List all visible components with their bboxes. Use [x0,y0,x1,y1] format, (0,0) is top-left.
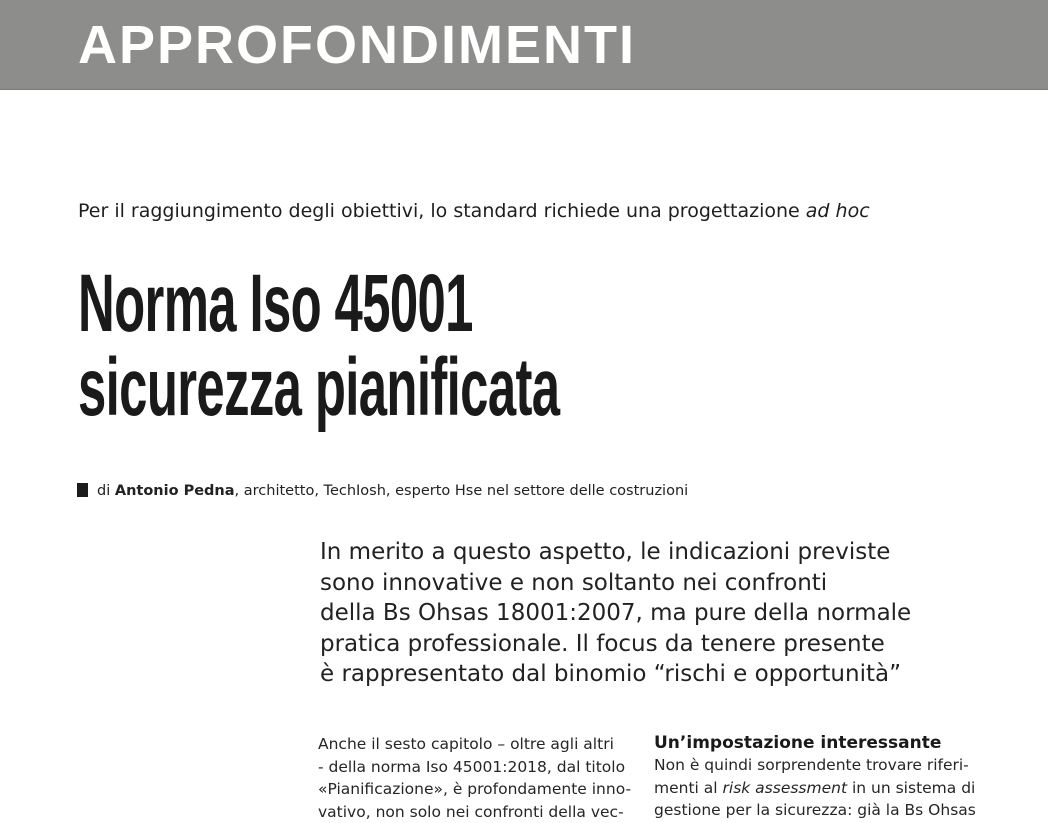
body-line: Non è quindi sorprendente trovare riferi- [654,754,972,777]
section-banner [0,0,1048,90]
byline-author: Antonio Pedna [115,483,235,499]
byline-prefix: di [97,483,115,499]
body-text: in un sistema di [847,779,975,797]
lead-line: sono innovative e non soltanto nei confronti [320,568,960,599]
body-italic: risk assessment [723,779,848,797]
body-line: Anche il sesto capitolo – oltre agli altri [318,733,636,756]
body-line: gestione per la sicurezza: già la Bs Ohsas [654,799,972,822]
article-headline [78,262,559,430]
body-text: menti al [654,779,723,797]
kicker-text: Per il raggiungimento degli obiettivi, lo standard richiede una progettazione [78,200,806,222]
headline-line-1: Norma Iso 45001 [78,262,559,346]
section-title: APPROFONDIMENTI [78,18,636,72]
headline-line-2: sicurezza pianificata [78,346,559,430]
lead-paragraph [320,537,960,690]
body-line: - della norma Iso 45001:2018, dal titolo [318,756,636,779]
article-kicker [78,200,870,222]
body-line: vativo, non solo nei confronti della vec- [318,801,636,823]
byline-square-icon [77,483,88,497]
lead-line: pratica professionale. Il focus da tenere presente [320,629,960,660]
body-line: «Pianificazione», è profondamente inno- [318,778,636,801]
byline [77,483,688,499]
body-column-left [318,733,636,823]
kicker-italic: ad hoc [806,200,870,222]
lead-line: è rappresentato dal binomio “rischi e opportunità” [320,659,960,690]
lead-line: della Bs Ohsas 18001:2007, ma pure della normale [320,598,960,629]
lead-line: In merito a questo aspetto, le indicazioni previste [320,537,960,568]
body-column-right [654,733,972,822]
byline-description: , architetto, TechIosh, esperto Hse nel settore delle costruzioni [235,483,689,499]
subheading: Un’impostazione interessante [654,733,972,754]
body-line [654,777,972,800]
